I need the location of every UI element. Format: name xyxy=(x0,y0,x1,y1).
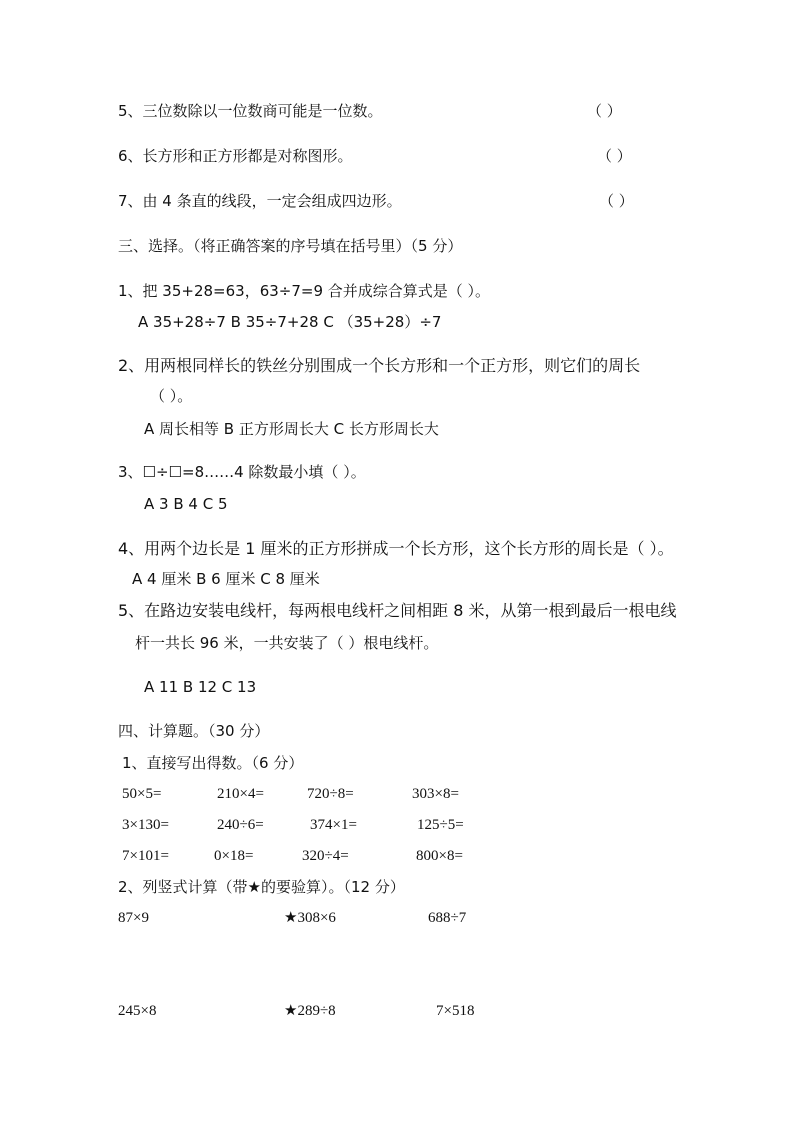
mental-calc-item: 320÷4= xyxy=(302,848,349,864)
judge-item-5-blank: （ ） xyxy=(587,102,622,120)
mental-calc-item: 125÷5= xyxy=(417,817,464,833)
mental-calc-item: 303×8= xyxy=(412,786,459,802)
vertical-calc-item: 245×8 xyxy=(118,1003,157,1019)
mental-calc-item: 3×130= xyxy=(122,817,169,833)
judge-item-6: 6、长方形和正方形都是对称图形。 xyxy=(118,147,353,165)
choice-q4-options: A 4 厘米 B 6 厘米 C 8 厘米 xyxy=(132,570,320,588)
choice-q5-line1: 5、在路边安装电线杆，每两根电线杆之间相距 8 米，从第一根到最后一根电线 xyxy=(118,601,677,620)
choice-q5-line2: 杆一共长 96 米，一共安装了（ ）根电线杆。 xyxy=(135,634,439,652)
choice-q3: 3、☐÷☐=8……4 除数最小填（ ）。 xyxy=(118,463,366,481)
mental-calc-item: 7×101= xyxy=(122,848,169,864)
vertical-calc-item: 688÷7 xyxy=(428,910,467,926)
mental-calc-item: 240÷6= xyxy=(217,817,264,833)
choice-q4: 4、用两个边长是 1 厘米的正方形拼成一个长方形，这个长方形的周长是（ ）。 xyxy=(118,539,674,558)
calc-sub1-heading: 1、直接写出得数。（6 分） xyxy=(122,754,304,772)
choice-q2-options: A 周长相等 B 正方形周长大 C 长方形周长大 xyxy=(144,420,439,438)
judge-item-7: 7、由 4 条直的线段，一定会组成四边形。 xyxy=(118,192,402,210)
choice-q2-line2: （ ）。 xyxy=(150,387,193,405)
vertical-calc-item: ★308×6 xyxy=(284,910,336,926)
mental-calc-item: 720÷8= xyxy=(307,786,354,802)
vertical-calc-item: ★289÷8 xyxy=(284,1003,336,1019)
vertical-calc-item: 87×9 xyxy=(118,910,149,926)
mental-calc-item: 0×18= xyxy=(214,848,254,864)
judge-item-5: 5、三位数除以一位数商可能是一位数。 xyxy=(118,102,383,120)
mental-calc-item: 50×5= xyxy=(122,786,162,802)
mental-calc-item: 374×1= xyxy=(310,817,357,833)
choice-q5-options: A 11 B 12 C 13 xyxy=(144,678,257,696)
section-choice-heading: 三、选择。（将正确答案的序号填在括号里）（5 分） xyxy=(118,237,463,255)
vertical-calc-item: 7×518 xyxy=(436,1003,475,1019)
choice-q1: 1、把 35+28=63，63÷7=9 合并成综合算式是（ ）。 xyxy=(118,282,491,300)
section-calc-heading: 四、计算题。（30 分） xyxy=(118,722,270,740)
judge-item-7-blank: （ ） xyxy=(599,192,634,210)
mental-calc-item: 210×4= xyxy=(217,786,264,802)
choice-q3-options: A 3 B 4 C 5 xyxy=(144,495,228,513)
choice-q1-options: A 35+28÷7 B 35÷7+28 C （35+28）÷7 xyxy=(138,313,442,331)
mental-calc-item: 800×8= xyxy=(416,848,463,864)
judge-item-6-blank: （ ） xyxy=(597,147,632,165)
choice-q2-line1: 2、用两根同样长的铁丝分别围成一个长方形和一个正方形，则它们的周长 xyxy=(118,356,641,375)
calc-sub2-heading: 2、列竖式计算（带★的要验算）。（12 分） xyxy=(118,878,405,896)
